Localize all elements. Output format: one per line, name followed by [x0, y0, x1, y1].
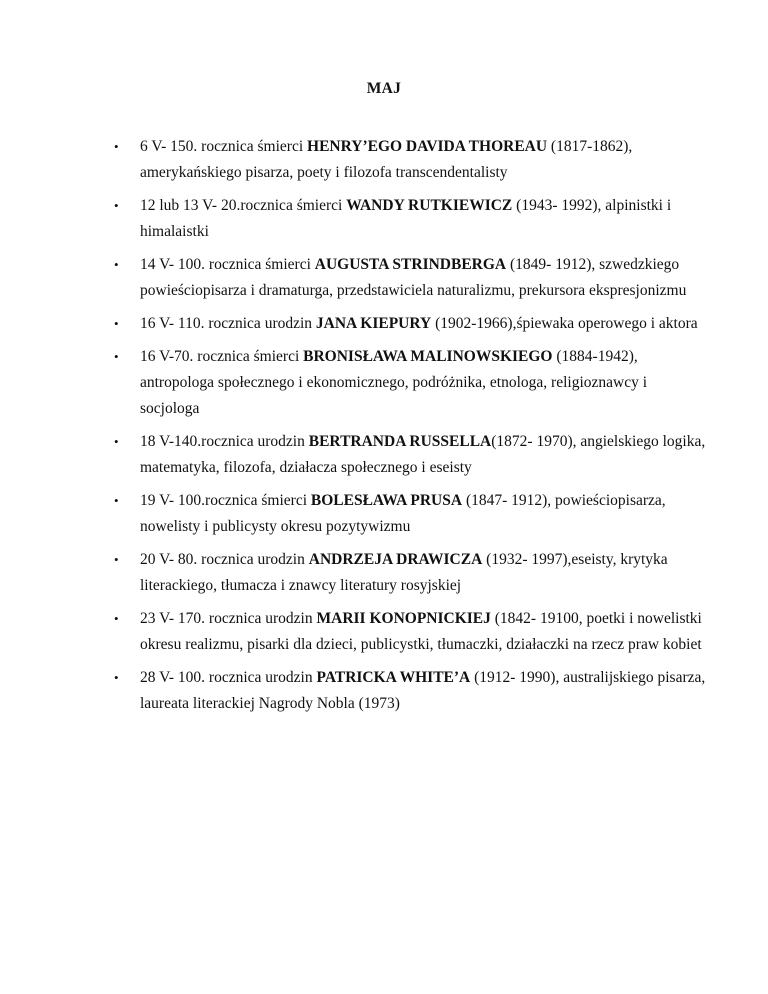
entry-description: (1842- 19100, poetki i nowelistki okresu realizmu, pisarki dla dzieci, publicystki, tłumaczki, działaczki na rzecz praw kobiet [140, 610, 702, 653]
entry-description: (1943- 1992), alpinistki i himalaistki [140, 197, 672, 240]
entry-person-name: WANDY RUTKIEWICZ [346, 197, 513, 214]
entry-date-text: 28 V- 100. rocznica urodzin [140, 669, 317, 686]
list-item [0, 252, 768, 304]
list-item [0, 665, 768, 717]
anniversary-list [0, 134, 768, 724]
entry-date-text: 16 V-70. rocznica śmierci [140, 348, 304, 365]
bullet-icon: • [114, 139, 119, 154]
entry-person-name: MARII KONOPNICKIEJ [316, 610, 491, 627]
entry-person-name: BRONISŁAWA MALINOWSKIEGO [303, 348, 553, 365]
entry-description: (1849- 1912), szwedzkiego powieściopisarza i dramaturga, przedstawiciela naturalizmu, prekursora ekspresjonizmu [140, 256, 687, 299]
entry-description: (1884-1942), antropologa społecznego i ekonomicznego, podróżnika, etnologa, religioznawcy i socjologa [140, 348, 648, 417]
entry-date-text: 19 V- 100.rocznica śmierci [140, 492, 311, 509]
list-item [0, 134, 768, 186]
bullet-icon: • [114, 611, 119, 626]
list-item [0, 344, 768, 422]
entry-description: (1932- 1997),eseisty, krytyka literackiego, tłumacza i znawcy literatury rosyjskiej [140, 551, 668, 594]
bullet-icon: • [114, 493, 119, 508]
entry-person-name: BERTRANDA RUSSELLA [308, 433, 492, 450]
entry-date-text: 14 V- 100. rocznica śmierci [140, 256, 315, 273]
entry-person-name: HENRY’EGO DAVIDA THOREAU [307, 138, 548, 155]
entry-description: (1912- 1990), australijskiego pisarza, laureata literackiej Nagrody Nobla (1973) [140, 669, 706, 712]
entry-description: (1817-1862), amerykańskiego pisarza, poety i filozofa transcendentalisty [140, 138, 633, 181]
bullet-icon: • [114, 349, 119, 364]
entry-date-text: 18 V-140.rocznica urodzin [140, 433, 309, 450]
bullet-icon: • [114, 257, 119, 272]
bullet-icon: • [114, 316, 119, 331]
bullet-icon: • [114, 434, 119, 449]
entry-description: (1872- 1970), angielskiego logika, matematyka, filozofa, działacza społecznego i eseisty [140, 433, 706, 476]
bullet-icon: • [114, 198, 119, 213]
entry-person-name: JANA KIEPURY [315, 315, 432, 332]
list-item [0, 311, 768, 337]
list-item [0, 193, 768, 245]
entry-person-name: AUGUSTA STRINDBERGA [314, 256, 507, 273]
entry-description: (1902-1966),śpiewaka operowego i aktora [431, 315, 698, 332]
list-item [0, 488, 768, 540]
entry-date-text: 6 V- 150. rocznica śmierci [140, 138, 308, 155]
entry-date-text: 23 V- 170. rocznica urodzin [140, 610, 317, 627]
list-item [0, 606, 768, 658]
entry-person-name: ANDRZEJA DRAWICZA [308, 551, 483, 568]
bullet-icon: • [114, 552, 119, 567]
bullet-icon: • [114, 670, 119, 685]
entry-person-name: PATRICKA WHITE’A [316, 669, 471, 686]
entry-person-name: BOLESŁAWA PRUSA [310, 492, 463, 509]
entry-date-text: 20 V- 80. rocznica urodzin [140, 551, 309, 568]
entry-date-text: 12 lub 13 V- 20.rocznica śmierci [140, 197, 347, 214]
list-item [0, 429, 768, 481]
page-title: MAJ [366, 80, 402, 97]
entry-description: (1847- 1912), powieściopisarza, nowelisty i publicysty okresu pozytywizmu [140, 492, 666, 535]
entry-date-text: 16 V- 110. rocznica urodzin [140, 315, 316, 332]
list-item [0, 547, 768, 599]
